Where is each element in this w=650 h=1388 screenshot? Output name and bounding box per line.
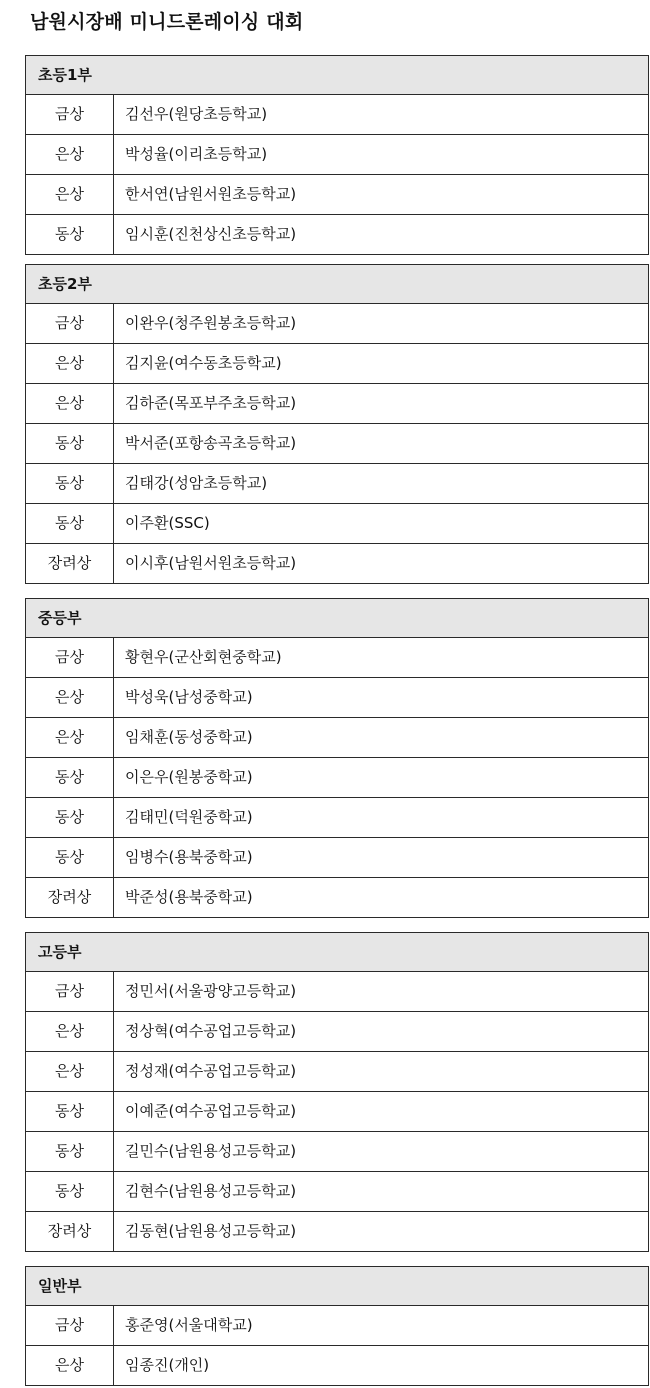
section-header: 중등부 xyxy=(26,599,648,637)
award-cell: 은상 xyxy=(26,1052,114,1091)
award-cell: 동상 xyxy=(26,504,114,543)
table-row xyxy=(26,383,648,423)
award-cell: 금상 xyxy=(26,95,114,134)
award-cell: 금상 xyxy=(26,304,114,343)
winner-cell: 이은우(원봉중학교) xyxy=(125,768,253,786)
winner-cell: 임채훈(동성중학교) xyxy=(125,728,253,746)
award-cell: 동상 xyxy=(26,1132,114,1171)
winner-cell: 박성욱(남성중학교) xyxy=(125,688,253,706)
table-row xyxy=(26,717,648,757)
table-row xyxy=(26,1091,648,1131)
award-cell: 은상 xyxy=(26,1012,114,1051)
award-cell: 동상 xyxy=(26,464,114,503)
table-row xyxy=(26,543,648,583)
table-row xyxy=(26,503,648,543)
award-cell: 은상 xyxy=(26,384,114,423)
winner-cell: 정성재(여수공업고등학교) xyxy=(125,1062,297,1080)
winner-cell: 한서연(남원서원초등학교) xyxy=(125,185,297,203)
winner-cell: 김태강(성암초등학교) xyxy=(125,474,268,492)
table-row xyxy=(26,134,648,174)
table-row xyxy=(26,637,648,677)
award-cell: 장려상 xyxy=(26,1212,114,1251)
winner-cell: 박서준(포항송곡초등학교) xyxy=(125,434,297,452)
table-row xyxy=(26,1011,648,1051)
award-cell: 장려상 xyxy=(26,878,114,917)
award-cell: 은상 xyxy=(26,344,114,383)
table-row xyxy=(26,837,648,877)
table-row xyxy=(26,94,648,134)
award-cell: 동상 xyxy=(26,1092,114,1131)
table-row xyxy=(26,1305,648,1345)
winner-cell: 임시훈(진천상신초등학교) xyxy=(125,225,297,243)
award-cell: 동상 xyxy=(26,758,114,797)
winner-cell: 박성율(이리초등학교) xyxy=(125,145,268,163)
award-cell: 동상 xyxy=(26,424,114,463)
award-cell: 동상 xyxy=(26,1172,114,1211)
winner-cell: 김하준(목포부주초등학교) xyxy=(125,394,297,412)
award-cell: 장려상 xyxy=(26,544,114,583)
winner-cell: 이주환(SSC) xyxy=(125,514,210,532)
table-row xyxy=(26,423,648,463)
winner-cell: 황현우(군산회현중학교) xyxy=(125,648,282,666)
winner-cell: 박준성(용북중학교) xyxy=(125,888,253,906)
winner-cell: 이시후(남원서원초등학교) xyxy=(125,554,297,572)
winner-cell: 홍준영(서울대학교) xyxy=(125,1316,253,1334)
winner-cell: 정민서(서울광양고등학교) xyxy=(125,982,297,1000)
winner-cell: 김현수(남원용성고등학교) xyxy=(125,1182,297,1200)
award-cell: 금상 xyxy=(26,638,114,677)
table-row xyxy=(26,1051,648,1091)
section-elementary-2 xyxy=(25,264,649,584)
table-row xyxy=(26,877,648,917)
section-header: 초등1부 xyxy=(26,56,648,94)
table-row xyxy=(26,1131,648,1171)
table-row xyxy=(26,174,648,214)
winner-cell: 임병수(용북중학교) xyxy=(125,848,253,866)
award-cell: 은상 xyxy=(26,678,114,717)
winner-cell: 김선우(원당초등학교) xyxy=(125,105,268,123)
winner-cell: 김태민(덕원중학교) xyxy=(125,808,253,826)
winner-cell: 이예준(여수공업고등학교) xyxy=(125,1102,297,1120)
winner-cell: 김지윤(여수동초등학교) xyxy=(125,354,282,372)
table-row xyxy=(26,1171,648,1211)
award-cell: 은상 xyxy=(26,175,114,214)
award-cell: 동상 xyxy=(26,215,114,254)
winner-cell: 김동현(남원용성고등학교) xyxy=(125,1222,297,1240)
winner-cell: 임종진(개인) xyxy=(125,1356,210,1374)
winner-cell: 이완우(청주원봉초등학교) xyxy=(125,314,297,332)
table-row xyxy=(26,971,648,1011)
table-row xyxy=(26,757,648,797)
section-middle-school xyxy=(25,598,649,918)
section-high-school xyxy=(25,932,649,1252)
award-cell: 은상 xyxy=(26,718,114,757)
section-general xyxy=(25,1266,649,1386)
table-row xyxy=(26,463,648,503)
table-row xyxy=(26,797,648,837)
winner-cell: 정상혁(여수공업고등학교) xyxy=(125,1022,297,1040)
award-cell: 동상 xyxy=(26,838,114,877)
table-row xyxy=(26,1345,648,1385)
table-row xyxy=(26,303,648,343)
award-cell: 은상 xyxy=(26,135,114,174)
section-header: 초등2부 xyxy=(26,265,648,303)
table-row xyxy=(26,343,648,383)
winner-cell: 길민수(남원용성고등학교) xyxy=(125,1142,297,1160)
section-header: 일반부 xyxy=(26,1267,648,1305)
section-elementary-1 xyxy=(25,55,649,255)
table-row xyxy=(26,677,648,717)
table-row xyxy=(26,1211,648,1251)
award-cell: 금상 xyxy=(26,972,114,1011)
table-row xyxy=(26,214,648,254)
section-header: 고등부 xyxy=(26,933,648,971)
award-cell: 동상 xyxy=(26,798,114,837)
award-cell: 금상 xyxy=(26,1306,114,1345)
award-cell: 은상 xyxy=(26,1346,114,1385)
page-title: 남원시장배 미니드론레이싱 대회 xyxy=(30,11,304,33)
